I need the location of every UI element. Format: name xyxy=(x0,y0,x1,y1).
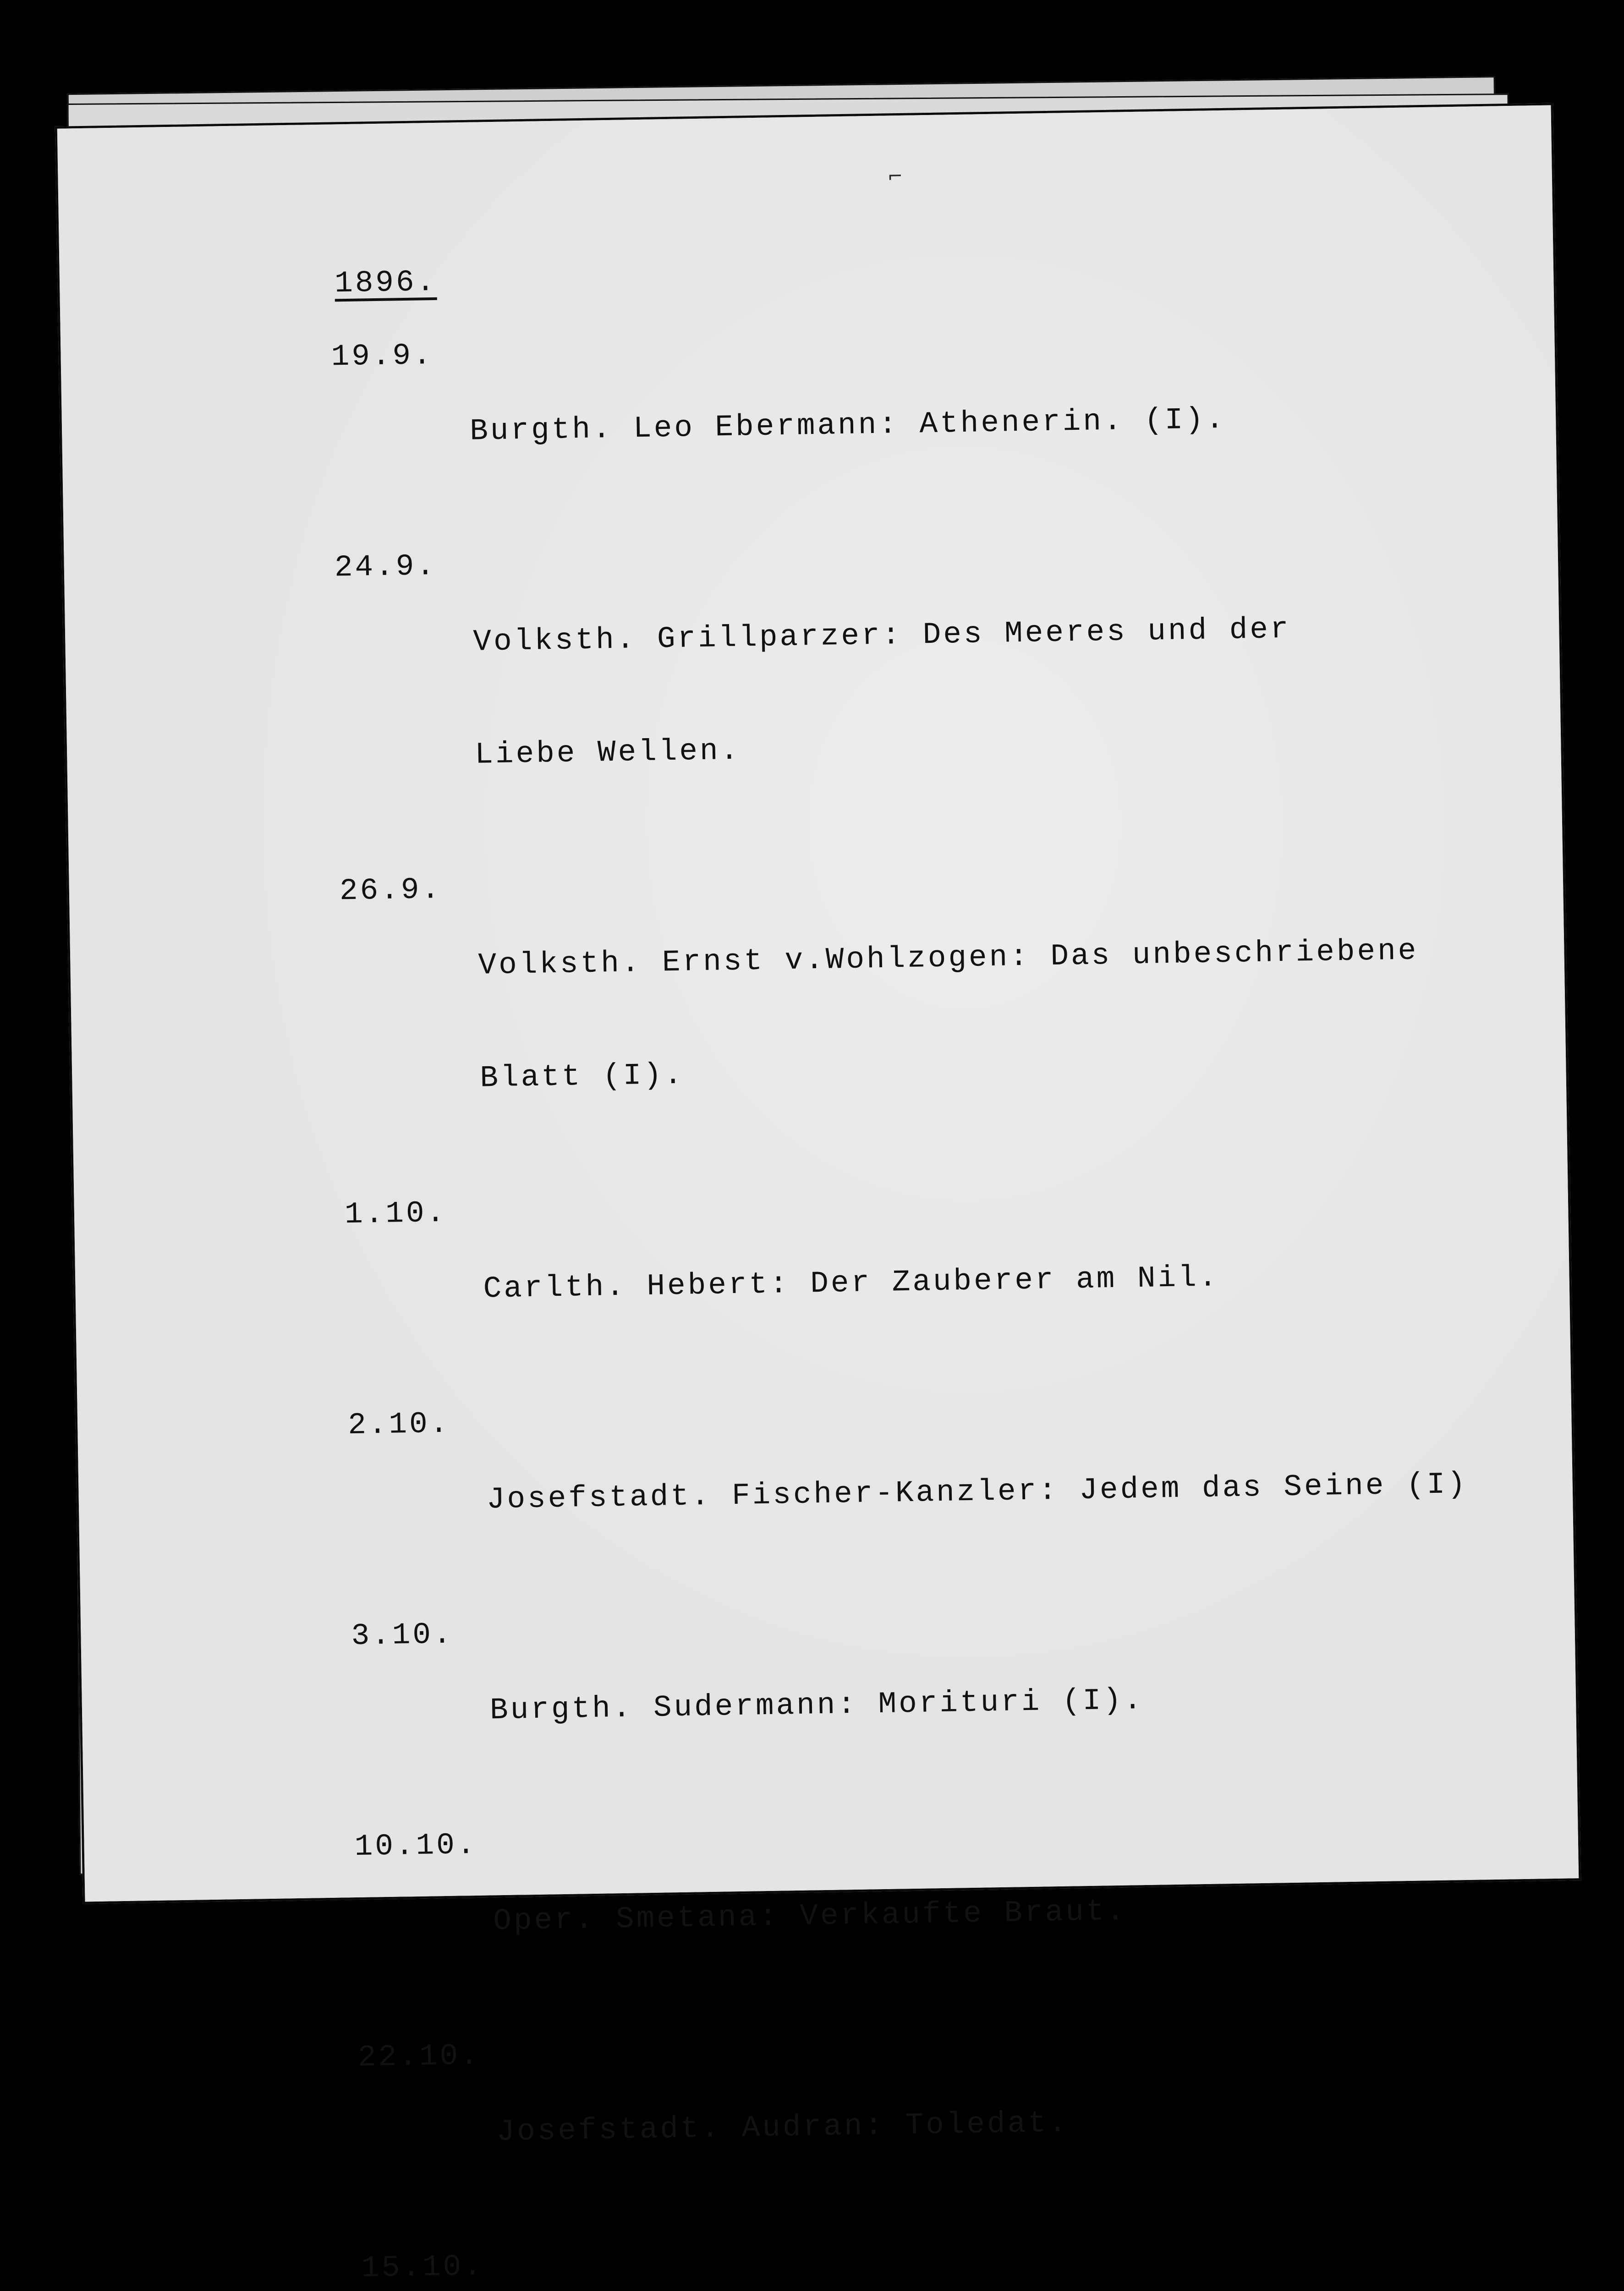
entry-date: 19.9. xyxy=(331,338,434,374)
list-item xyxy=(357,2022,1552,2228)
list-item xyxy=(331,321,1525,528)
entry-date: 10.10. xyxy=(354,1827,477,1864)
entry-line: Volksth. Ernst v.Wohlzogen: Das unbeschriebene xyxy=(478,933,1419,983)
entry-date: 3.10. xyxy=(351,1617,454,1654)
entry-date: 2.10. xyxy=(347,1406,450,1443)
page-mark: ⌐ xyxy=(887,165,903,187)
list-item xyxy=(345,1178,1539,1385)
page-surface xyxy=(57,105,1579,2286)
list-item xyxy=(351,1600,1545,1807)
entry-line: Josefstadt. Audran: Toledat. xyxy=(496,2105,1070,2149)
entry-date: 1.10. xyxy=(344,1195,447,1232)
list-item xyxy=(361,2232,1555,2291)
entry-line-continued: Liebe Wellen. xyxy=(474,733,741,772)
entry-date: 26.9. xyxy=(339,872,442,909)
entries-list xyxy=(331,321,1587,2291)
entry-line: Volksth. Grillparzer: Des Meeres und der xyxy=(472,612,1291,659)
entry-date: 15.10. xyxy=(361,2249,484,2286)
entry-text xyxy=(468,321,1525,526)
entry-date: 22.10. xyxy=(357,2038,481,2075)
entry-line: Burgth. Sudermann: Morituri (I). xyxy=(489,1683,1144,1728)
list-item xyxy=(348,1389,1542,1596)
entry-line: Carlth. Hebert: Der Zauberer am Nil. xyxy=(483,1260,1219,1306)
list-item xyxy=(354,1811,1548,2017)
list-item xyxy=(339,855,1535,1175)
entry-text xyxy=(477,855,1535,1173)
entry-date: 24.9. xyxy=(334,548,437,585)
typewritten-page xyxy=(55,103,1581,2286)
entry-text xyxy=(495,2022,1552,2226)
year-heading: 1896. xyxy=(334,264,437,301)
entry-text xyxy=(485,1389,1542,1594)
entry-text xyxy=(488,1600,1545,1804)
entry-text xyxy=(492,1811,1548,2015)
entry-text xyxy=(482,1178,1538,1383)
entry-text xyxy=(499,2232,1555,2291)
entry-line: Oper. Smetana: Verkaufte Braut. xyxy=(493,1894,1127,1939)
entry-line: Burgth. Leo Ebermann: Athenerin. (I). xyxy=(469,402,1227,449)
entry-text xyxy=(472,532,1530,849)
entry-line: Josefstadt. Fischer-Kanzler: Jedem das Seine (I) xyxy=(486,1467,1468,1517)
entry-line-continued: Blatt (I). xyxy=(479,1058,685,1096)
list-item xyxy=(334,532,1530,851)
